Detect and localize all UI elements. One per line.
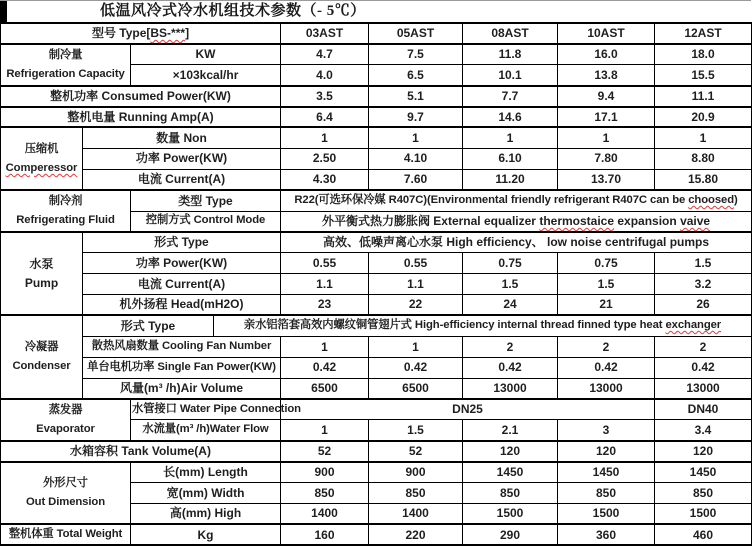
compressor-label-cn: 压缩机: [24, 142, 59, 155]
value-cell: 0.42: [655, 357, 752, 378]
pump-head-label: 机外扬程 Head(mH2O): [83, 295, 281, 316]
pump-current-label: 电流 Current(A): [83, 274, 281, 295]
value-cell: 2: [655, 336, 752, 357]
pump-current-row: [1, 274, 752, 295]
model-label-misspell: BS-***: [150, 26, 186, 41]
value-cell: 11.1: [655, 86, 752, 107]
value-cell: 9.7: [369, 107, 463, 128]
value-cell: 460: [655, 524, 752, 545]
value-cell: 13000: [558, 378, 655, 399]
value-cell: 0.55: [281, 253, 369, 274]
page-title: 低温风冷式冷水机组技术参数（- 5℃）: [100, 3, 366, 19]
refrigerant-type-misspell: choosed: [688, 193, 735, 206]
value-cell: 15.80: [655, 169, 752, 190]
value-cell: 26: [655, 295, 752, 316]
refrigerant-label-cn: 制冷剂: [48, 195, 83, 208]
value-cell: 1.5: [463, 274, 558, 295]
value-cell: 20.9: [655, 107, 752, 128]
refrigerant-label-cell: [1, 190, 131, 232]
evaporator-label-cell: [1, 399, 131, 441]
value-cell: 24: [463, 295, 558, 316]
value-cell: 1.1: [281, 274, 369, 295]
condenser-type-label: 形式 Type: [83, 315, 214, 336]
value-cell: 1: [281, 420, 369, 441]
value-cell: 1450: [655, 462, 752, 483]
refrigeration-label-cell: [1, 44, 131, 86]
value-cell: 2.50: [281, 148, 369, 169]
value-cell: 9.4: [558, 86, 655, 107]
value-cell: 1: [655, 127, 752, 148]
value-cell: 1500: [655, 503, 752, 524]
model-header-row: [1, 23, 752, 44]
control-text-mid: expansion: [614, 213, 681, 228]
compressor-power-label: 功率 Power(KW): [83, 148, 281, 169]
value-cell: 6.5: [369, 65, 463, 86]
evaporator-pipe-row: [1, 399, 752, 420]
value-cell: 0.42: [369, 357, 463, 378]
running-amp-row: [1, 107, 752, 128]
condenser-fan-power-row: [1, 357, 752, 378]
value-cell: 18.0: [655, 44, 752, 65]
condenser-fan-power-label: 单台电机功率 Single Fan Power(KW): [83, 357, 281, 378]
model-label-bracket: ]: [185, 26, 190, 41]
value-cell: 120: [655, 441, 752, 462]
title-row: [0, 1, 751, 22]
total-weight-unit: Kg: [131, 524, 281, 545]
value-cell: 1.5: [655, 253, 752, 274]
value-cell: 900: [369, 462, 463, 483]
value-cell: 0.75: [463, 253, 558, 274]
refrigeration-kw-row: [1, 44, 752, 65]
value-cell: 3: [558, 420, 655, 441]
condenser-fan-number-label: 散热风扇数量 Cooling Fan Number: [83, 336, 281, 357]
value-cell: 1.5: [558, 274, 655, 295]
value-cell: 1: [281, 127, 369, 148]
value-cell: 1: [558, 127, 655, 148]
unit-kcal-cell: ×103kcal/hr: [131, 65, 281, 86]
value-cell: 6.4: [281, 107, 369, 128]
value-cell: 120: [463, 441, 558, 462]
pump-power-row: [1, 253, 752, 274]
value-cell: 52: [369, 441, 463, 462]
refrigerant-type-row: [1, 190, 752, 211]
dimension-height-label: 高(mm) High: [131, 503, 281, 524]
value-cell: 2.1: [463, 420, 558, 441]
refrigerant-label-en: Refrigerating Fluid: [16, 214, 115, 227]
value-cell: 900: [281, 462, 369, 483]
refrigerant-type-paren: ): [734, 193, 738, 206]
value-cell: 1.1: [369, 274, 463, 295]
value-cell: 1400: [369, 503, 463, 524]
value-cell: 120: [558, 441, 655, 462]
condenser-fan-number-row: [1, 336, 752, 357]
dimension-label-en: Out Dimension: [25, 496, 106, 509]
value-cell: 7.80: [558, 148, 655, 169]
pump-type-row: [1, 232, 752, 253]
condenser-air-volume-row: [1, 378, 752, 399]
compressor-current-label: 电流 Current(A): [83, 169, 281, 190]
value-cell: 1: [463, 127, 558, 148]
value-cell: 3.5: [281, 86, 369, 107]
condenser-label-cn: 冷凝器: [24, 341, 59, 354]
dimension-label-cell: [1, 462, 131, 525]
evaporator-pipe-label: 水管接口 Water Pipe Connection: [131, 399, 281, 420]
value-cell: 3.2: [655, 274, 752, 295]
value-cell: 13.70: [558, 169, 655, 190]
value-cell: 10.1: [463, 65, 558, 86]
refrigerant-type-value: [281, 190, 752, 211]
dimension-length-label: 长(mm) Length: [131, 462, 281, 483]
pump-label-en: Pump: [24, 275, 59, 290]
control-misspell-1: thermostaice: [539, 213, 615, 228]
spec-table: [0, 22, 752, 546]
refrigeration-label-cn: 制冷量: [48, 48, 83, 61]
value-cell: 17.1: [558, 107, 655, 128]
value-cell: 1: [369, 336, 463, 357]
value-cell: 4.10: [369, 148, 463, 169]
running-amp-label: 整机电量 Running Amp(A): [1, 107, 281, 128]
value-cell: 8.80: [655, 148, 752, 169]
value-cell: 1450: [558, 462, 655, 483]
value-cell: 13000: [463, 378, 558, 399]
value-cell: 850: [281, 483, 369, 504]
pump-label-cell: [1, 232, 83, 316]
value-cell: 2: [558, 336, 655, 357]
value-cell: 11.8: [463, 44, 558, 65]
compressor-label-cell: [1, 127, 83, 190]
control-misspell-2: vaive: [680, 213, 711, 228]
value-cell: 1400: [281, 503, 369, 524]
value-cell: 360: [558, 524, 655, 545]
left-margin-bar: [0, 1, 7, 22]
tank-volume-label: 水箱容积 Tank Volume(A): [1, 441, 281, 462]
tank-volume-row: [1, 441, 752, 462]
total-weight-row: [1, 524, 752, 545]
value-cell: 0.42: [281, 357, 369, 378]
refrigerant-control-label: 控制方式 Control Mode: [131, 211, 281, 232]
model-03ast: 03AST: [281, 23, 369, 44]
value-cell: 1450: [463, 462, 558, 483]
compressor-non-row: [1, 127, 752, 148]
value-cell: 7.7: [463, 86, 558, 107]
value-cell: 15.5: [655, 65, 752, 86]
condenser-type-row: [1, 315, 752, 336]
condenser-label-cell: [1, 315, 83, 399]
value-cell: 1.5: [369, 420, 463, 441]
compressor-non-label: 数量 Non: [83, 127, 281, 148]
value-cell: 4.7: [281, 44, 369, 65]
model-08ast: 08AST: [463, 23, 558, 44]
condenser-type-misspell: exchanger: [665, 319, 722, 332]
evaporator-flow-label: 水流量(m³ /h)Water Flow: [131, 420, 281, 441]
value-cell: 7.60: [369, 169, 463, 190]
value-cell: 0.42: [463, 357, 558, 378]
pump-power-label: 功率 Power(KW): [83, 253, 281, 274]
value-cell: 2: [463, 336, 558, 357]
value-cell: 290: [463, 524, 558, 545]
refrigeration-label-en: Refrigeration Capacity: [6, 67, 125, 80]
value-cell: 6500: [281, 378, 369, 399]
value-cell: 850: [463, 483, 558, 504]
value-cell: 0.42: [558, 357, 655, 378]
value-cell: 16.0: [558, 44, 655, 65]
unit-kw-cell: KW: [131, 44, 281, 65]
value-cell: 52: [281, 441, 369, 462]
value-cell: 1: [281, 336, 369, 357]
evaporator-label-cn: 蒸发器: [48, 403, 83, 416]
value-cell: 13000: [655, 378, 752, 399]
value-cell: 14.6: [463, 107, 558, 128]
value-cell: 4.0: [281, 65, 369, 86]
value-cell: 23: [281, 295, 369, 316]
evaporator-label-en: Evaporator: [36, 422, 95, 435]
dimension-label-cn: 外形尺寸: [43, 477, 88, 490]
value-cell: 850: [369, 483, 463, 504]
value-cell: 220: [369, 524, 463, 545]
pipe-main-value: DN25: [281, 399, 655, 420]
value-cell: 1500: [463, 503, 558, 524]
value-cell: 11.20: [463, 169, 558, 190]
model-label: 型号 Type[: [91, 26, 151, 41]
pump-label-cn: 水泵: [29, 256, 54, 271]
compressor-label-en: Comperessor: [5, 161, 78, 174]
value-cell: 4.30: [281, 169, 369, 190]
pump-type-label: 形式 Type: [83, 232, 281, 253]
refrigerant-control-value: [281, 211, 752, 232]
value-cell: 0.55: [369, 253, 463, 274]
value-cell: 1: [369, 127, 463, 148]
pump-head-row: [1, 295, 752, 316]
value-cell: 22: [369, 295, 463, 316]
refrigerant-type-text: R22(可选环保冷媒 R407C)(Environmental friendly refrigerant R407C can be: [294, 193, 689, 206]
value-cell: 3.4: [655, 420, 752, 441]
value-cell: 1500: [558, 503, 655, 524]
value-cell: 850: [558, 483, 655, 504]
consumed-power-row: [1, 86, 752, 107]
model-12ast: 12AST: [655, 23, 752, 44]
model-10ast: 10AST: [558, 23, 655, 44]
compressor-power-row: [1, 148, 752, 169]
condenser-type-value: [214, 315, 752, 336]
model-label-cell: [1, 23, 281, 44]
value-cell: 13.8: [558, 65, 655, 86]
value-cell: 21: [558, 295, 655, 316]
condenser-air-volume-label: 风量(m³ /h)Air Volume: [83, 378, 281, 399]
compressor-current-row: [1, 169, 752, 190]
value-cell: 0.75: [558, 253, 655, 274]
condenser-label-en: Condenser: [12, 360, 71, 373]
value-cell: 850: [655, 483, 752, 504]
value-cell: 7.5: [369, 44, 463, 65]
total-weight-label: 整机体重 Total Weight: [1, 524, 131, 545]
condenser-type-text: 亲水铝箔套高效内螺纹铜管翅片式 High-efficiency internal thread finned type heat: [243, 319, 666, 332]
model-05ast: 05AST: [369, 23, 463, 44]
value-cell: 6500: [369, 378, 463, 399]
pump-type-value: 高效、低噪声离心水泵 High efficiency、 low noise centrifugal pumps: [281, 232, 752, 253]
value-cell: 160: [281, 524, 369, 545]
dimension-length-row: [1, 462, 752, 483]
consumed-power-label: 整机功率 Consumed Power(KW): [1, 86, 281, 107]
value-cell: 5.1: [369, 86, 463, 107]
control-text: 外平衡式热力膨胀阀 External equalizer: [321, 213, 540, 228]
refrigerant-type-label: 类型 Type: [131, 190, 281, 211]
dimension-width-label: 宽(mm) Width: [131, 483, 281, 504]
value-cell: 6.10: [463, 148, 558, 169]
pipe-last-value: DN40: [655, 399, 752, 420]
